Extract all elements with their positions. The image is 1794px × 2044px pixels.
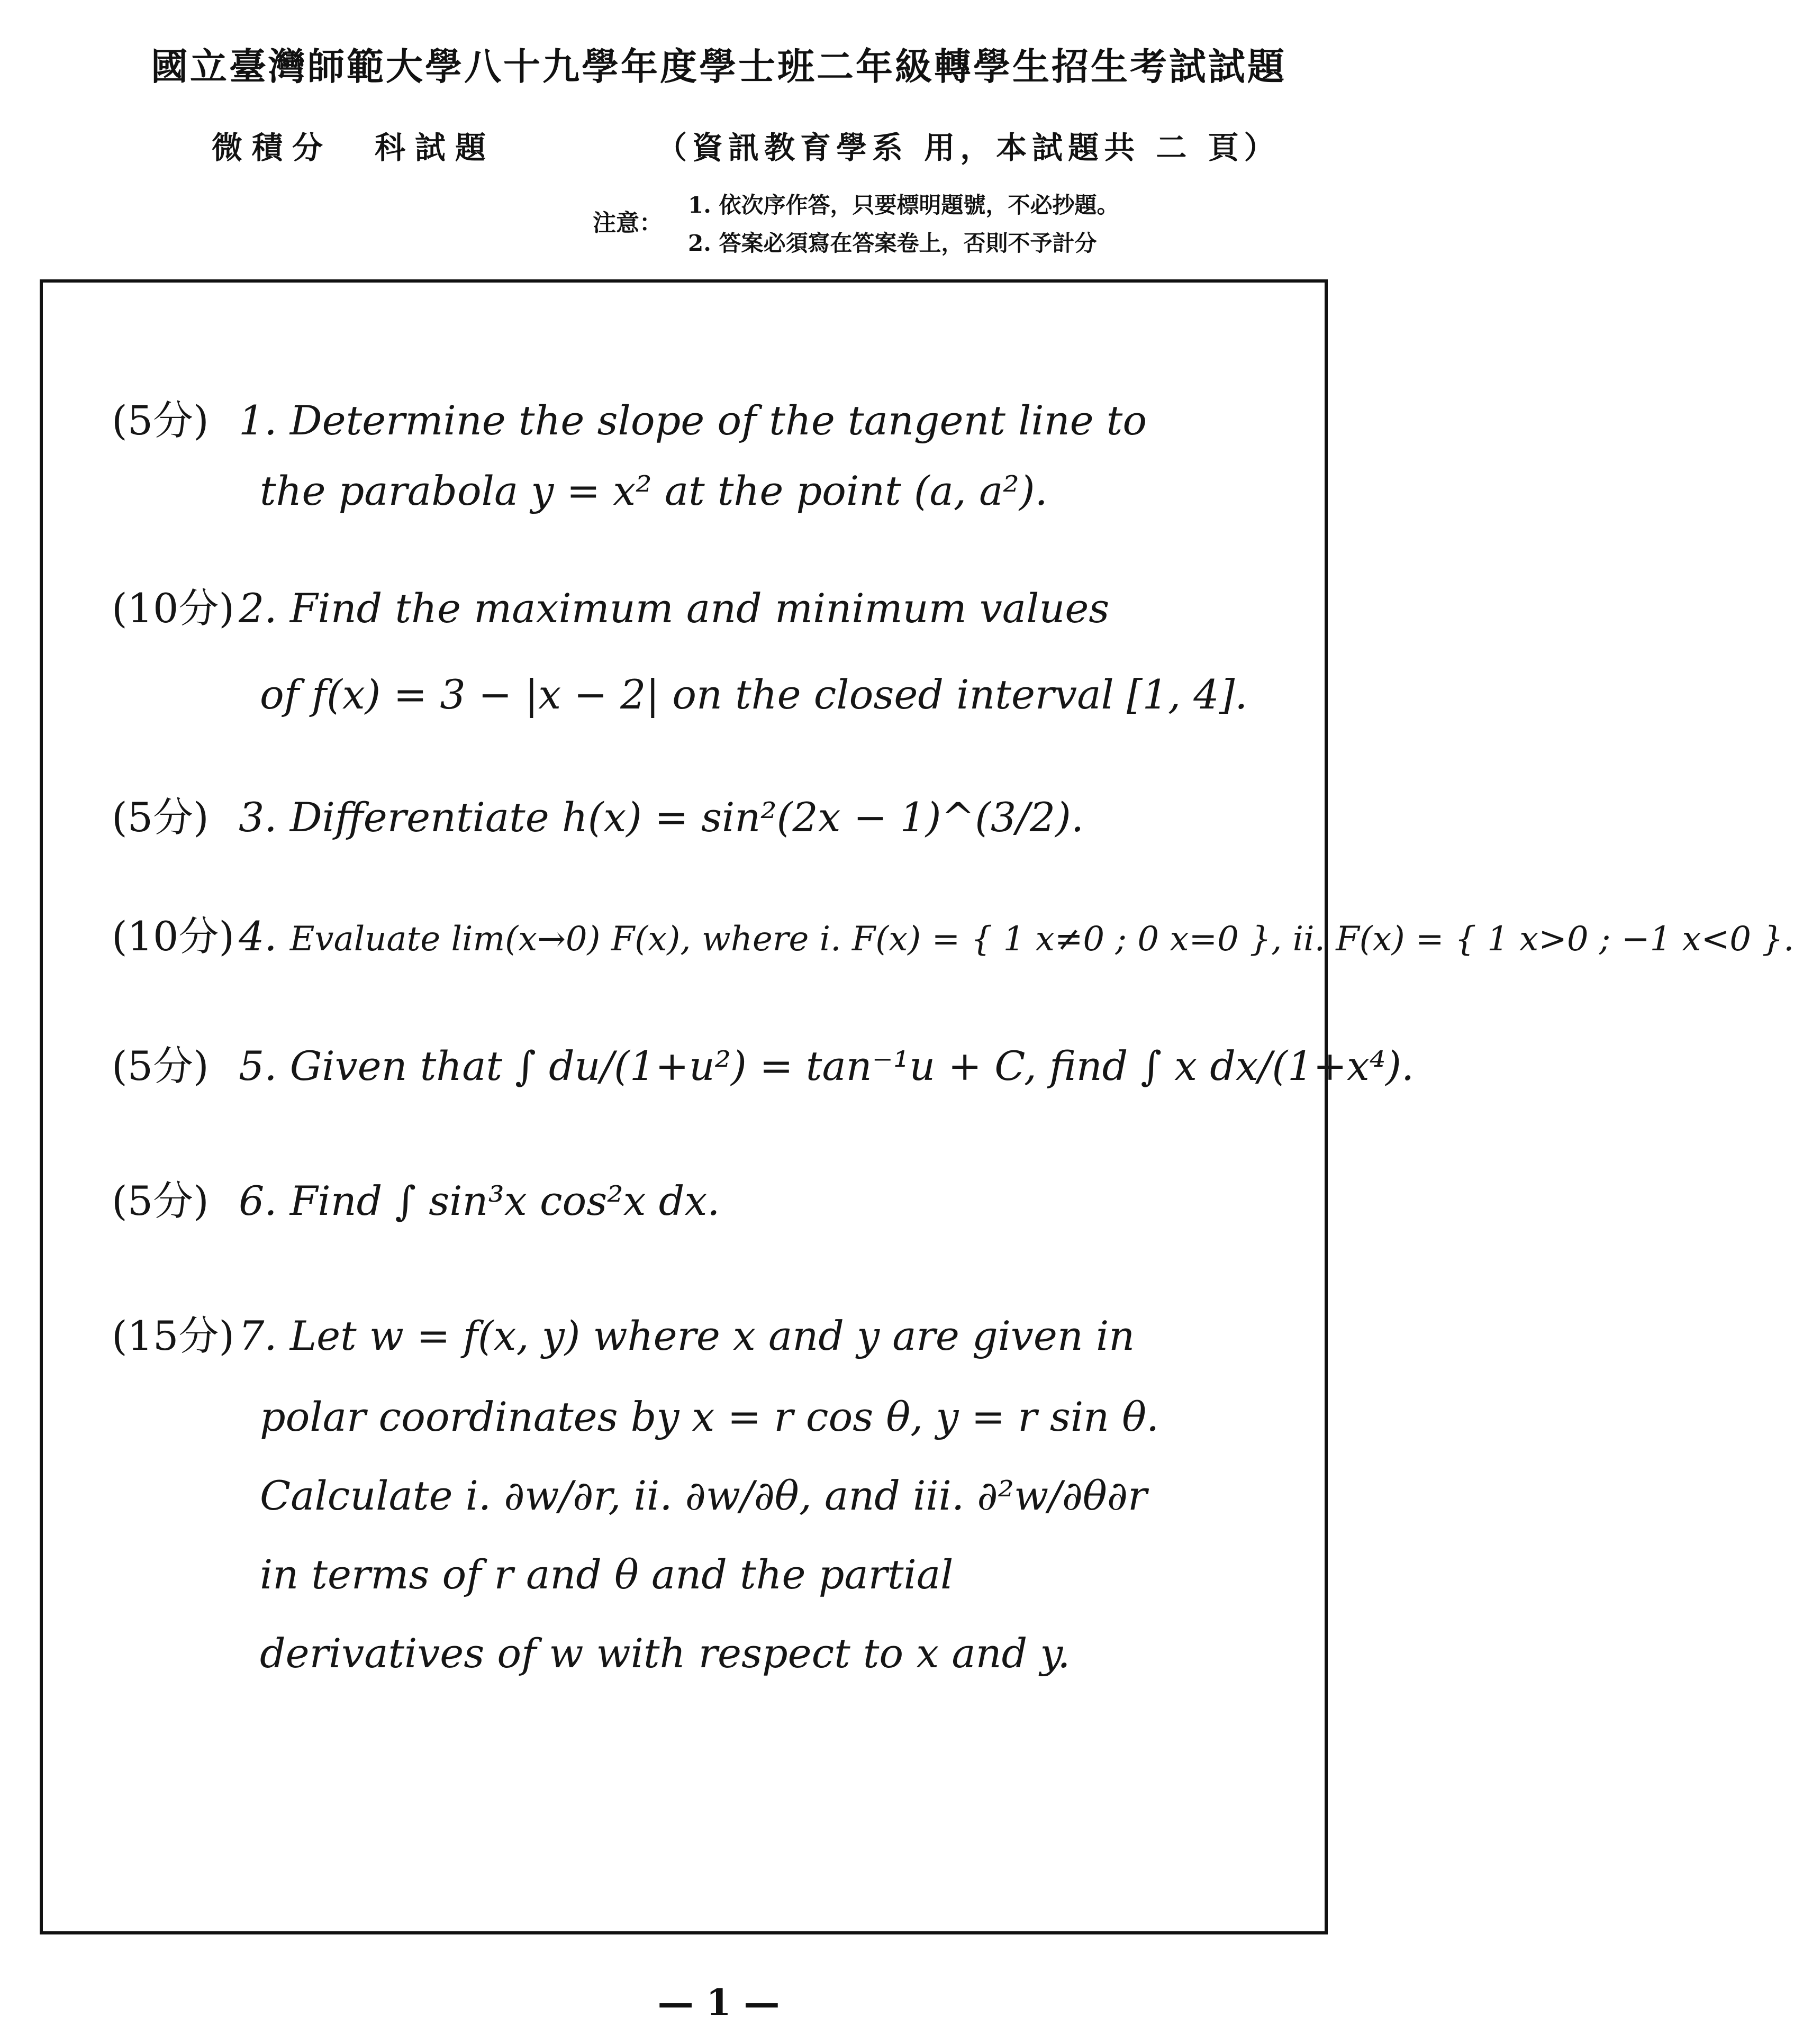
question-text: of f(x) = 3 − |x − 2| on the closed interval [1, 4]. [260,671,1248,718]
question-text: Find ∫ sin³x cos²x dx. [289,1177,720,1224]
question-number: 1. [239,397,277,444]
question-text: derivatives of w with respect to x and y. [260,1630,1071,1677]
question-3 [112,785,1084,843]
question-number: 2. [239,585,277,632]
question-6 [112,1169,720,1227]
answer-frame [40,279,1794,1934]
question-number: 4. [239,913,277,960]
question-points: (15分) [112,1312,235,1359]
question-5 [112,1034,1414,1092]
question-number: 6. [239,1177,277,1224]
question-text: polar coordinates by x = r cos θ, y = r sin θ. [260,1393,1159,1440]
question-number: 5. [239,1042,277,1089]
notice-list [688,186,1119,262]
subject-line [212,123,495,167]
question-text: in terms of r and θ and the partial [260,1551,954,1598]
question-7 [112,1304,1159,1677]
notice-item: 1. 依次序作答，只要標明題號，不必抄題。 [688,192,1119,218]
question-points: (10分) [112,913,235,960]
subject-name: 微積分 [212,130,333,166]
question-1 [112,388,1147,514]
question-points: (10分) [112,585,235,632]
question-points: (5分) [112,794,209,841]
exam-title: 國立臺灣師範大學八十九學年度學士班二年級轉學生招生考試試題 [151,44,1286,88]
question-text: Determine the slope of the tangent line to [289,397,1147,444]
question-text: Let w = f(x, y) where x and y are given in [289,1312,1135,1359]
notice-item: 2. 答案必須寫在答案卷上，否則不予計分 [688,230,1097,256]
question-text: the parabola y = x² at the point (a, a²). [260,467,1048,514]
question-text: Evaluate lim(x→0) F(x), where i. F(x) = { 1 x≠0 ; 0 x=0 }, ii. F(x) = { 1 x>0 ; −1 x<0 }. [289,920,1794,959]
question-number: 7. [239,1312,277,1359]
subject-suffix: 科試題 [375,130,496,166]
question-points: (5分) [112,397,209,444]
question-text: Calculate i. ∂w/∂r, ii. ∂w/∂θ, and iii. ∂²w/∂θ∂r [260,1472,1147,1519]
question-text: Differentiate h(x) = sin²(2x − 1)^(3/2). [289,794,1084,841]
notice-label: 注意： [593,210,663,237]
question-text: Find the maximum and minimum values [289,585,1110,632]
question-4 [112,904,1794,962]
question-text: Given that ∫ du/(1+u²) = tan⁻¹u + C, find ∫ x dx/(1+x⁴). [289,1042,1415,1089]
page-number: — 1 — [657,1982,780,2024]
department-note: （資訊教育學系 用，本試題共 二 頁） [656,130,1280,166]
question-points: (5分) [112,1177,209,1224]
question-2 [112,576,1247,718]
question-number: 3. [239,794,277,841]
question-points: (5分) [112,1042,209,1089]
